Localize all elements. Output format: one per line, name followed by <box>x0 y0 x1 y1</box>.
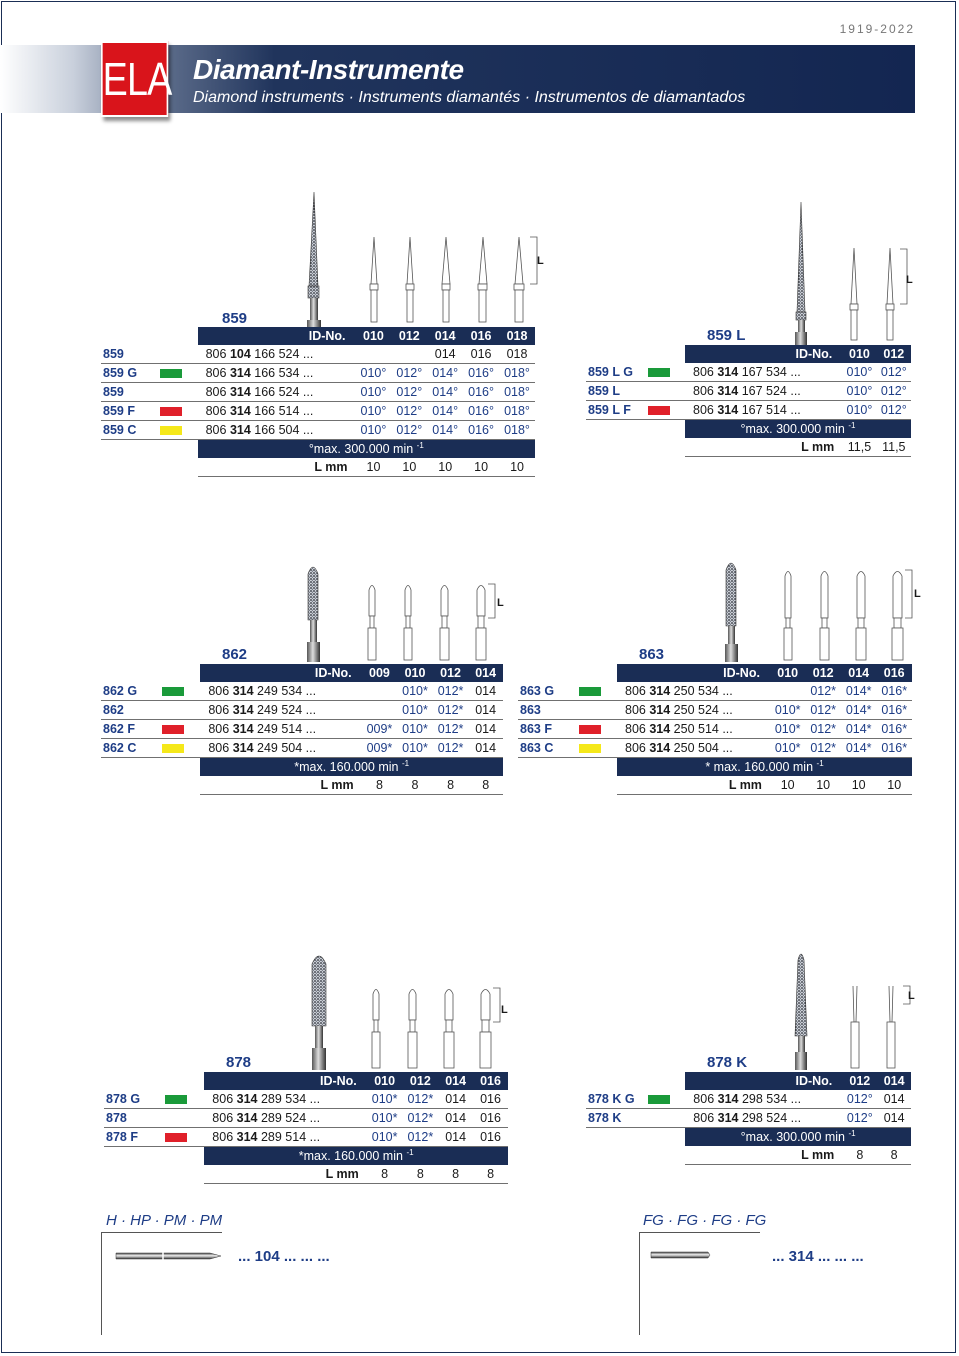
table-row <box>586 363 911 382</box>
table-row <box>586 401 911 420</box>
id-number: 806 314 250 524 ... <box>617 701 770 720</box>
length-value: 8 <box>468 776 503 795</box>
size-value: 012° <box>877 382 911 401</box>
size-value: 016 <box>473 1109 508 1128</box>
size-value <box>770 682 806 701</box>
grit-color-swatch <box>163 1109 204 1128</box>
page-title: Diamant-Instrumente <box>193 54 464 85</box>
table-header-row <box>101 327 535 345</box>
product-code: 859 L <box>586 382 646 401</box>
shank-hp-image <box>115 1249 225 1263</box>
table-862 <box>101 664 503 795</box>
length-value: 10 <box>770 776 806 795</box>
id-no-header: ID-No. <box>200 664 361 682</box>
table-row <box>586 1090 911 1109</box>
length-row <box>101 458 535 477</box>
size-value: 014° <box>427 421 463 440</box>
id-number: 806 314 166 524 ... <box>198 383 356 402</box>
size-header: 010 <box>356 327 392 345</box>
size-header: 012 <box>433 664 469 682</box>
size-header: 014 <box>438 1072 473 1090</box>
table-863 <box>518 664 912 795</box>
grit-green-band <box>165 1095 187 1104</box>
product-code: 862 G <box>101 682 160 701</box>
size-value: 012* <box>403 1109 439 1128</box>
id-number: 806 314 167 534 ... <box>685 363 842 382</box>
grit-red-band <box>162 725 184 734</box>
size-value: 016 <box>463 345 499 364</box>
id-number: 806 314 249 534 ... <box>200 682 361 701</box>
shank-fg-code: ... 314 ... ... ... <box>772 1248 864 1265</box>
id-number: 806 314 289 514 ... <box>204 1128 366 1147</box>
size-value: 016° <box>463 402 499 421</box>
length-row <box>586 438 911 457</box>
bur-878-image <box>302 950 336 1072</box>
size-value: 010* <box>367 1128 403 1147</box>
size-value: 012* <box>433 682 469 701</box>
max-speed-note: *max. 160.000 min $^{-1}$ <box>200 758 503 777</box>
id-number: 806 314 289 534 ... <box>204 1090 366 1109</box>
grit-green-band <box>162 687 184 696</box>
size-value <box>362 682 398 701</box>
table-row <box>101 720 503 739</box>
length-marker-878: L <box>501 1004 508 1016</box>
table-row <box>101 682 503 701</box>
product-code: 859 G <box>101 364 158 383</box>
id-no-header: ID-No. <box>617 664 770 682</box>
size-value: 016* <box>876 682 912 701</box>
length-label: L mm <box>200 776 361 795</box>
product-859l-name: 859 L <box>707 327 746 344</box>
bur-859-size-outlines <box>362 232 552 328</box>
size-value: 014* <box>841 720 877 739</box>
table-row <box>104 1128 508 1147</box>
grit-yellow-band <box>579 744 601 753</box>
id-number: 806 314 298 524 ... <box>685 1109 842 1128</box>
length-marker-862: L <box>497 597 504 609</box>
id-number: 806 314 166 504 ... <box>198 421 356 440</box>
table-878k <box>586 1072 911 1165</box>
size-value: 010° <box>842 363 876 382</box>
years-label: 1919-2022 <box>839 22 915 36</box>
size-header: 014 <box>427 327 463 345</box>
id-number: 806 314 289 524 ... <box>204 1109 366 1128</box>
length-value: 11,5 <box>842 438 876 457</box>
length-label: L mm <box>617 776 770 795</box>
size-value: 010* <box>770 739 806 758</box>
length-marker-863: L <box>914 588 921 600</box>
length-row <box>104 1165 508 1184</box>
size-value: 012° <box>391 364 427 383</box>
table-header-row <box>101 664 503 682</box>
id-number: 806 314 249 504 ... <box>200 739 361 758</box>
size-value: 014 <box>468 682 503 701</box>
table-row <box>101 701 503 720</box>
product-code: 863 F <box>518 720 577 739</box>
shank-hp-code: ... 104 ... ... ... <box>238 1248 330 1265</box>
size-value: 010° <box>356 364 392 383</box>
product-code: 878 F <box>104 1128 163 1147</box>
size-value: 012° <box>391 383 427 402</box>
length-value: 11,5 <box>877 438 911 457</box>
id-number: 806 314 167 514 ... <box>685 401 842 420</box>
size-value: 012° <box>391 421 427 440</box>
size-header: 012 <box>877 345 911 363</box>
speed-note-row <box>586 1128 911 1147</box>
speed-note-row <box>518 758 912 777</box>
table-header-row <box>518 664 912 682</box>
table-878 <box>104 1072 508 1184</box>
size-value: 012* <box>433 720 469 739</box>
size-value: 014° <box>427 402 463 421</box>
speed-note-row <box>101 758 503 777</box>
length-value: 10 <box>499 458 535 477</box>
length-value: 8 <box>362 776 398 795</box>
size-value: 014 <box>438 1128 473 1147</box>
max-speed-note: °max. 300.000 min $^{-1}$ <box>198 440 535 459</box>
size-value: 016° <box>463 364 499 383</box>
size-value: 012* <box>433 701 469 720</box>
length-value: 10 <box>427 458 463 477</box>
grit-color-swatch <box>158 421 197 440</box>
size-value: 014 <box>427 345 463 364</box>
size-value: 012* <box>805 739 841 758</box>
bur-878-size-outlines <box>364 984 514 1072</box>
id-number: 806 314 249 514 ... <box>200 720 361 739</box>
grit-color-swatch <box>163 1128 204 1147</box>
speed-note-row <box>101 440 535 459</box>
length-value: 8 <box>877 1146 911 1165</box>
product-862-name: 862 <box>222 646 248 663</box>
id-number: 806 314 250 514 ... <box>617 720 770 739</box>
product-878-name: 878 <box>226 1054 252 1071</box>
max-speed-note: *max. 160.000 min $^{-1}$ <box>204 1147 508 1166</box>
product-code: 863 G <box>518 682 577 701</box>
grit-color-swatch <box>646 382 685 401</box>
size-header: 010 <box>842 345 876 363</box>
size-value: 016 <box>473 1128 508 1147</box>
size-value: 010° <box>356 383 392 402</box>
id-number: 806 314 298 534 ... <box>685 1090 842 1109</box>
size-value <box>391 345 427 364</box>
grit-yellow-band <box>162 744 184 753</box>
size-header: 010 <box>397 664 433 682</box>
shank-fg-image <box>650 1249 712 1261</box>
size-header: 014 <box>468 664 503 682</box>
size-value: 010* <box>397 720 433 739</box>
size-value: 014° <box>427 383 463 402</box>
length-row <box>586 1146 911 1165</box>
size-value: 018° <box>499 421 535 440</box>
length-value: 8 <box>403 1165 439 1184</box>
max-speed-note: °max. 300.000 min $^{-1}$ <box>685 1128 911 1147</box>
length-row <box>101 776 503 795</box>
size-header: 012 <box>391 327 427 345</box>
length-value: 10 <box>391 458 427 477</box>
size-value: 010* <box>367 1109 403 1128</box>
table-row <box>586 1109 911 1128</box>
size-value: 014* <box>841 739 877 758</box>
size-value: 014* <box>841 682 877 701</box>
size-value: 010* <box>367 1090 403 1109</box>
size-value: 014 <box>877 1109 911 1128</box>
size-value: 010* <box>770 701 806 720</box>
id-no-header: ID-No. <box>198 327 356 345</box>
table-row <box>518 720 912 739</box>
id-no-header: ID-No. <box>204 1072 366 1090</box>
table-header-row <box>104 1072 508 1090</box>
size-value: 012* <box>805 720 841 739</box>
table-859 <box>101 327 535 477</box>
size-header: 014 <box>841 664 877 682</box>
size-value: 016* <box>876 720 912 739</box>
size-value: 016 <box>473 1090 508 1109</box>
product-code: 859 L F <box>586 401 646 420</box>
grit-yellow-band <box>160 426 182 435</box>
grit-color-swatch <box>577 720 617 739</box>
grit-red-band <box>160 407 182 416</box>
size-header: 009 <box>362 664 398 682</box>
size-value: 009* <box>362 739 398 758</box>
size-value: 010° <box>842 401 876 420</box>
size-value: 010* <box>770 720 806 739</box>
bur-859l-size-outlines <box>842 244 917 344</box>
size-value: 012* <box>403 1090 439 1109</box>
length-value: 8 <box>367 1165 403 1184</box>
product-code: 862 <box>101 701 160 720</box>
bur-859l-image <box>786 200 816 345</box>
id-number: 806 314 250 534 ... <box>617 682 770 701</box>
speed-note-row <box>104 1147 508 1166</box>
length-value: 10 <box>876 776 912 795</box>
id-number: 806 314 166 514 ... <box>198 402 356 421</box>
grit-color-swatch <box>577 682 617 701</box>
product-code: 863 <box>518 701 577 720</box>
id-number: 806 104 166 524 ... <box>198 345 356 364</box>
length-row <box>518 776 912 795</box>
max-speed-note: * max. 160.000 min $^{-1}$ <box>617 758 912 777</box>
length-value: 8 <box>397 776 433 795</box>
grit-color-swatch <box>577 739 617 758</box>
length-value: 8 <box>433 776 469 795</box>
grit-color-swatch <box>646 401 685 420</box>
size-value: 016* <box>876 739 912 758</box>
id-no-header: ID-No. <box>685 345 842 363</box>
size-value: 012° <box>391 402 427 421</box>
bur-863-size-outlines <box>776 566 926 664</box>
size-header: 010 <box>367 1072 403 1090</box>
shank-fg-label: FG · FG · FG · FG <box>643 1212 767 1229</box>
grit-green-band <box>160 369 182 378</box>
size-header: 014 <box>877 1072 911 1090</box>
grit-color-swatch <box>646 363 685 382</box>
grit-color-swatch <box>158 364 197 383</box>
size-value <box>362 701 398 720</box>
grit-green-band <box>648 1095 670 1104</box>
table-row <box>101 364 535 383</box>
product-878k-name: 878 K <box>707 1054 748 1071</box>
ela-logo: ELA <box>101 41 168 117</box>
product-code: 878 G <box>104 1090 163 1109</box>
size-value <box>356 345 392 364</box>
length-label: L mm <box>198 458 356 477</box>
length-value: 10 <box>805 776 841 795</box>
size-value: 014 <box>468 701 503 720</box>
size-value: 016° <box>463 421 499 440</box>
table-row <box>101 383 535 402</box>
size-header: 016 <box>876 664 912 682</box>
grit-red-band <box>165 1133 187 1142</box>
size-value: 018 <box>499 345 535 364</box>
size-value: 014* <box>841 701 877 720</box>
bur-862-image <box>298 560 328 664</box>
product-code: 878 K <box>586 1109 646 1128</box>
bur-863-image <box>716 556 746 664</box>
size-header: 016 <box>463 327 499 345</box>
table-row <box>101 402 535 421</box>
product-859-name: 859 <box>222 310 248 327</box>
size-value: 010* <box>397 739 433 758</box>
length-value: 10 <box>463 458 499 477</box>
size-value: 018° <box>499 364 535 383</box>
length-value: 8 <box>842 1146 877 1165</box>
product-code: 859 <box>101 345 158 364</box>
length-marker-859: L <box>537 255 544 267</box>
product-code: 863 C <box>518 739 577 758</box>
length-label: L mm <box>685 1146 842 1165</box>
id-number: 806 314 250 504 ... <box>617 739 770 758</box>
grit-color-swatch <box>160 739 200 758</box>
size-value: 012* <box>805 682 841 701</box>
grit-red-band <box>648 406 670 415</box>
size-header: 012 <box>403 1072 439 1090</box>
size-value: 014 <box>438 1090 473 1109</box>
grit-color-swatch <box>158 345 197 364</box>
size-value: 012° <box>877 363 911 382</box>
table-row <box>101 345 535 364</box>
size-value: 012* <box>805 701 841 720</box>
grit-color-swatch <box>158 383 197 402</box>
grit-green-band <box>648 368 670 377</box>
size-header: 016 <box>473 1072 508 1090</box>
table-row <box>586 382 911 401</box>
grit-green-band <box>579 687 601 696</box>
shank-hp-label: H · HP · PM · PM <box>106 1212 223 1229</box>
size-value: 016* <box>876 701 912 720</box>
table-row <box>518 739 912 758</box>
product-code: 859 L G <box>586 363 646 382</box>
product-code: 859 F <box>101 402 158 421</box>
product-code: 878 K G <box>586 1090 646 1109</box>
size-value: 014 <box>877 1090 911 1109</box>
size-header: 012 <box>842 1072 877 1090</box>
size-header: 010 <box>770 664 806 682</box>
product-code: 859 <box>101 383 158 402</box>
size-header: 018 <box>499 327 535 345</box>
table-row <box>101 739 503 758</box>
table-859l <box>586 345 911 457</box>
id-no-header: ID-No. <box>685 1072 842 1090</box>
size-value: 014 <box>468 720 503 739</box>
id-number: 806 314 249 524 ... <box>200 701 361 720</box>
length-value: 8 <box>473 1165 508 1184</box>
size-header: 012 <box>805 664 841 682</box>
grit-color-swatch <box>577 701 617 720</box>
product-code: 878 <box>104 1109 163 1128</box>
length-marker-878k: L <box>908 990 915 1002</box>
table-header-row <box>586 345 911 363</box>
size-value: 012° <box>842 1109 877 1128</box>
grit-color-swatch <box>158 402 197 421</box>
table-row <box>518 682 912 701</box>
size-value: 016° <box>463 383 499 402</box>
size-value: 012* <box>433 739 469 758</box>
table-header-row <box>586 1072 911 1090</box>
speed-note-row <box>586 420 911 439</box>
shank-hp-bracket <box>101 1232 222 1335</box>
size-value: 010° <box>842 382 876 401</box>
product-863-name: 863 <box>639 646 665 663</box>
table-row <box>104 1109 508 1128</box>
grit-color-swatch <box>646 1090 685 1109</box>
grit-color-swatch <box>160 701 200 720</box>
size-value: 018° <box>499 383 535 402</box>
page-subtitle: Diamond instruments · Instruments diamantés · Instrumentos de diamantados <box>193 89 746 106</box>
grit-color-swatch <box>160 720 200 739</box>
max-speed-note: °max. 300.000 min $^{-1}$ <box>685 420 911 439</box>
size-value: 018° <box>499 402 535 421</box>
size-value: 010* <box>397 682 433 701</box>
length-value: 10 <box>841 776 877 795</box>
length-value: 8 <box>438 1165 473 1184</box>
length-label: L mm <box>204 1165 366 1184</box>
bur-862-size-outlines <box>360 580 510 664</box>
size-value: 010° <box>356 402 392 421</box>
table-row <box>104 1090 508 1109</box>
product-code: 862 F <box>101 720 160 739</box>
size-value: 012* <box>403 1128 439 1147</box>
length-label: L mm <box>685 438 842 457</box>
product-code: 862 C <box>101 739 160 758</box>
grit-red-band <box>579 725 601 734</box>
product-code: 859 C <box>101 421 158 440</box>
size-value: 014 <box>468 739 503 758</box>
id-number: 806 314 167 524 ... <box>685 382 842 401</box>
grit-color-swatch <box>160 682 200 701</box>
size-value: 012° <box>842 1090 877 1109</box>
shank-fg-bracket <box>639 1232 760 1335</box>
size-value: 012° <box>877 401 911 420</box>
grit-color-swatch <box>163 1090 204 1109</box>
id-number: 806 314 166 534 ... <box>198 364 356 383</box>
size-value: 014 <box>438 1109 473 1128</box>
size-value: 009* <box>362 720 398 739</box>
table-row <box>101 421 535 440</box>
bur-878k-image <box>786 948 816 1072</box>
bur-859-image <box>298 190 330 342</box>
grit-color-swatch <box>646 1109 685 1128</box>
size-value: 014° <box>427 364 463 383</box>
table-row <box>518 701 912 720</box>
length-value: 10 <box>356 458 392 477</box>
size-value: 010* <box>397 701 433 720</box>
length-marker-859l: L <box>906 274 913 286</box>
size-value: 010° <box>356 421 392 440</box>
